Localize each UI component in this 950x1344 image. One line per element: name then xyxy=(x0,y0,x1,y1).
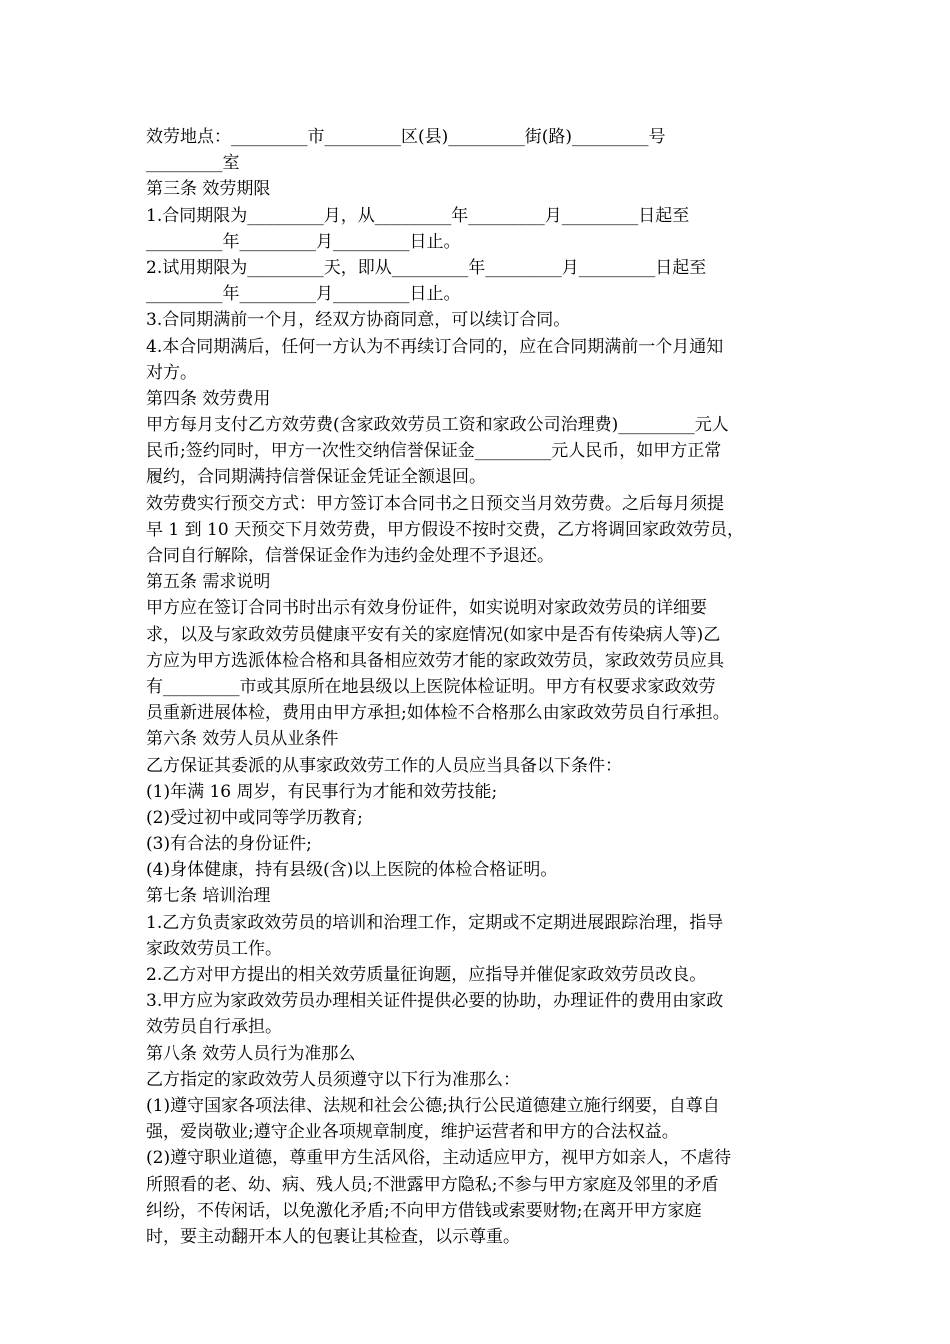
training-item-1-line-cont: 家政效劳员工作。 xyxy=(146,938,282,959)
section-4-heading: 第四条 效劳费用 xyxy=(146,388,271,409)
prepayment-paragraph-line: 效劳费实行预交方式：甲方签订本合同书之日预交当月效劳费。之后每月须提 xyxy=(146,493,724,514)
fee-paragraph-line: 民币;签约同时，甲方一次性交纳信誉保证金_________元人民币，如甲方正常 xyxy=(146,441,722,462)
contract-term-line: 1.合同期限为_________月，从_________年_________月_________日起至 xyxy=(146,205,690,226)
conduct-item-1-line-cont: 强，爱岗敬业;遵守企业各项规章制度，维护运营者和甲方的合法权益。 xyxy=(146,1122,679,1143)
section-6-heading: 第六条 效劳人员从业条件 xyxy=(146,729,339,750)
termination-notice-line: 4.本合同期满后，任何一方认为不再续订合同的，应在合同期满前一个月通知 xyxy=(146,336,724,357)
qualification-item-1: (1)年满 16 周岁，有民事行为才能和效劳技能; xyxy=(146,781,498,802)
section-7-heading: 第七条 培训治理 xyxy=(146,886,271,907)
fee-paragraph-line: 甲方每月支付乙方效劳费(含家政效劳员工资和家政公司治理费)_________元人 xyxy=(146,415,729,436)
requirements-paragraph-line: 员重新进展体检，费用由甲方承担;如体检不合格那么由家政效劳员自行承担。 xyxy=(146,703,730,724)
conduct-item-2-line-cont: 所照看的老、幼、病、残人员;不泄露甲方隐私;不参与甲方家庭及邻里的矛盾 xyxy=(146,1174,719,1195)
section-3-heading: 第三条 效劳期限 xyxy=(146,179,271,200)
training-item-2-line: 2.乙方对甲方提出的相关效劳质量征询题，应指导并催促家政效劳员改良。 xyxy=(146,965,707,985)
conduct-intro-line: 乙方指定的家政效劳人员须遵守以下行为准那么： xyxy=(146,1069,520,1090)
requirements-paragraph-line: 方应为甲方选派体检合格和具备相应效劳才能的家政效劳员，家政效劳员应具 xyxy=(146,650,724,671)
probation-term-line: 2.试用期限为_________天，即从_________年_________月_________日起至 xyxy=(146,257,707,278)
qualification-item-3: (3)有合法的身份证件; xyxy=(146,834,312,855)
requirements-paragraph-line: 求，以及与家政效劳员健康平安有关的家庭情况(如家中是否有传染病人等)乙 xyxy=(146,624,721,645)
contract-page xyxy=(146,124,806,1250)
termination-notice-line-cont: 对方。 xyxy=(146,362,197,383)
prepayment-paragraph-line: 早 1 到 10 天预交下月效劳费，甲方假设不按时交费，乙方将调回家政效劳员， xyxy=(146,519,745,540)
section-8-heading: 第八条 效劳人员行为准那么 xyxy=(146,1043,356,1064)
requirements-paragraph-line: 有_________市或其原所在地县级以上医院体检证明。甲方有权要求家政效劳 xyxy=(146,676,716,697)
service-address-room-line: _________室 xyxy=(146,153,240,174)
conduct-item-2-line-cont: 纠纷，不传闲话，以免激化矛盾;不向甲方借钱或索要财物;在离开甲方家庭 xyxy=(146,1200,702,1221)
probation-term-line-cont: _________年_________月_________日止。 xyxy=(146,284,461,305)
training-item-3-line-cont: 效劳员自行承担。 xyxy=(146,1017,282,1038)
conduct-item-1-line: (1)遵守国家各项法律、法规和社会公德;执行公民道德建立施行纲要，自尊自 xyxy=(146,1095,720,1116)
requirements-paragraph-line: 甲方应在签订合同书时出示有效身份证件，如实说明对家政效劳员的详细要 xyxy=(146,598,707,619)
service-address-line: 效劳地点：_________市_________区(县)_________街(路)_________号 xyxy=(146,127,666,147)
contract-term-line-cont: _________年_________月_________日止。 xyxy=(146,231,461,252)
training-item-3-line: 3.甲方应为家政效劳员办理相关证件提供必要的协助，办理证件的费用由家政 xyxy=(146,991,724,1012)
conduct-item-2-line-cont: 时，要主动翻开本人的包裹让其检查，以示尊重。 xyxy=(146,1226,520,1247)
prepayment-paragraph-line: 合同自行解除，信誉保证金作为违约金处理不予退还。 xyxy=(146,546,554,566)
fee-paragraph-line: 履约，合同期满持信誉保证金凭证全额退回。 xyxy=(146,467,486,488)
renewal-clause-line: 3.合同期满前一个月，经双方协商同意，可以续订合同。 xyxy=(146,310,571,331)
conduct-item-2-line: (2)遵守职业道德，尊重甲方生活风俗，主动适应甲方，视甲方如亲人，不虐待 xyxy=(146,1148,732,1169)
qualification-intro-line: 乙方保证其委派的从事家政效劳工作的人员应当具备以下条件： xyxy=(146,755,622,776)
qualification-item-4: (4)身体健康，持有县级(含)以上医院的体检合格证明。 xyxy=(146,860,558,881)
training-item-1-line: 1.乙方负责家政效劳员的培训和治理工作，定期或不定期进展跟踪治理，指导 xyxy=(146,912,724,933)
qualification-item-2: (2)受过初中或同等学历教育; xyxy=(146,807,363,828)
section-5-heading: 第五条 需求说明 xyxy=(146,572,271,593)
